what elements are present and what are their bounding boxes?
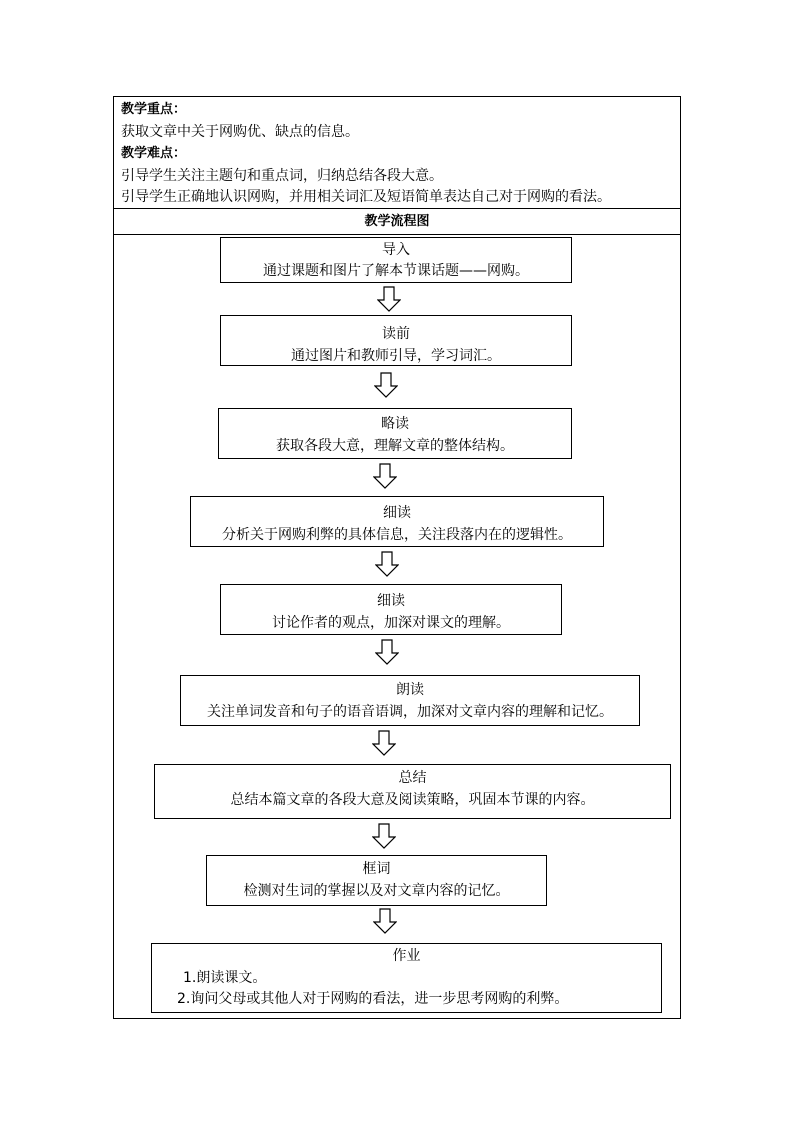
flow-step-title: 导入 xyxy=(382,242,410,258)
flow-step-title: 框词 xyxy=(362,861,391,877)
difficulty-1-text: 引导学生关注主题句和重点词，归纳总结各段大意。 xyxy=(121,168,443,184)
key-points-label: 教学重点： xyxy=(121,102,187,117)
flow-step-summary xyxy=(154,764,671,819)
key-points-text: 获取文章中关于网购优、缺点的信息。 xyxy=(121,124,359,140)
flow-step-desc: 通过课题和图片了解本节课话题——网购。 xyxy=(263,263,529,279)
down-arrow-icon xyxy=(375,639,399,665)
down-arrow-icon xyxy=(372,730,396,756)
flow-step-homework xyxy=(151,943,662,1013)
difficulties-label: 教学难点： xyxy=(121,146,187,161)
homework-item-1: 1.朗读课文。 xyxy=(183,970,267,986)
flow-step-close-reading-2 xyxy=(220,584,562,635)
flow-step-title: 读前 xyxy=(382,326,410,342)
flow-step-desc: 检测对生词的掌握以及对文章内容的记忆。 xyxy=(243,883,510,899)
flow-step-title: 总结 xyxy=(398,770,427,786)
flow-step-reading-aloud xyxy=(180,675,640,726)
flow-step-title: 朗读 xyxy=(396,682,424,698)
down-arrow-icon xyxy=(374,372,398,398)
down-arrow-icon xyxy=(373,908,397,934)
flow-step-title: 细读 xyxy=(377,593,405,609)
flow-step-pre-reading xyxy=(220,315,572,366)
flow-step-desc: 讨论作者的观点，加深对课文的理解。 xyxy=(272,615,510,631)
down-arrow-icon xyxy=(377,286,401,312)
difficulty-2-text: 引导学生正确地认识网购，并用相关词汇及短语简单表达自己对于网购的看法。 xyxy=(121,189,611,205)
flow-step-desc: 关注单词发音和句子的语音语调，加深对文章内容的理解和记忆。 xyxy=(207,704,613,720)
flow-step-vocab-check xyxy=(206,855,547,906)
flow-step-desc: 分析关于网购利弊的具体信息，关注段落内在的逻辑性。 xyxy=(222,527,572,543)
flow-step-title: 细读 xyxy=(383,505,411,521)
flow-step-desc: 获取各段大意，理解文章的整体结构。 xyxy=(276,438,514,454)
flow-step-desc: 总结本篇文章的各段大意及阅读策略，巩固本节课的内容。 xyxy=(230,792,595,808)
flow-step-close-reading-1 xyxy=(190,496,604,547)
down-arrow-icon xyxy=(373,463,397,489)
flow-step-title: 略读 xyxy=(381,416,409,432)
flow-step-desc: 通过图片和教师引导，学习词汇。 xyxy=(291,348,501,364)
flowchart-title: 教学流程图 xyxy=(364,214,430,229)
down-arrow-icon xyxy=(375,551,399,577)
flow-step-skimming xyxy=(218,408,572,459)
homework-item-2: 2.询问父母或其他人对于网购的看法，进一步思考网购的利弊。 xyxy=(177,991,569,1007)
flow-step-intro xyxy=(220,237,572,283)
down-arrow-icon xyxy=(372,823,396,849)
flow-step-title: 作业 xyxy=(392,948,421,964)
divider xyxy=(113,234,681,235)
